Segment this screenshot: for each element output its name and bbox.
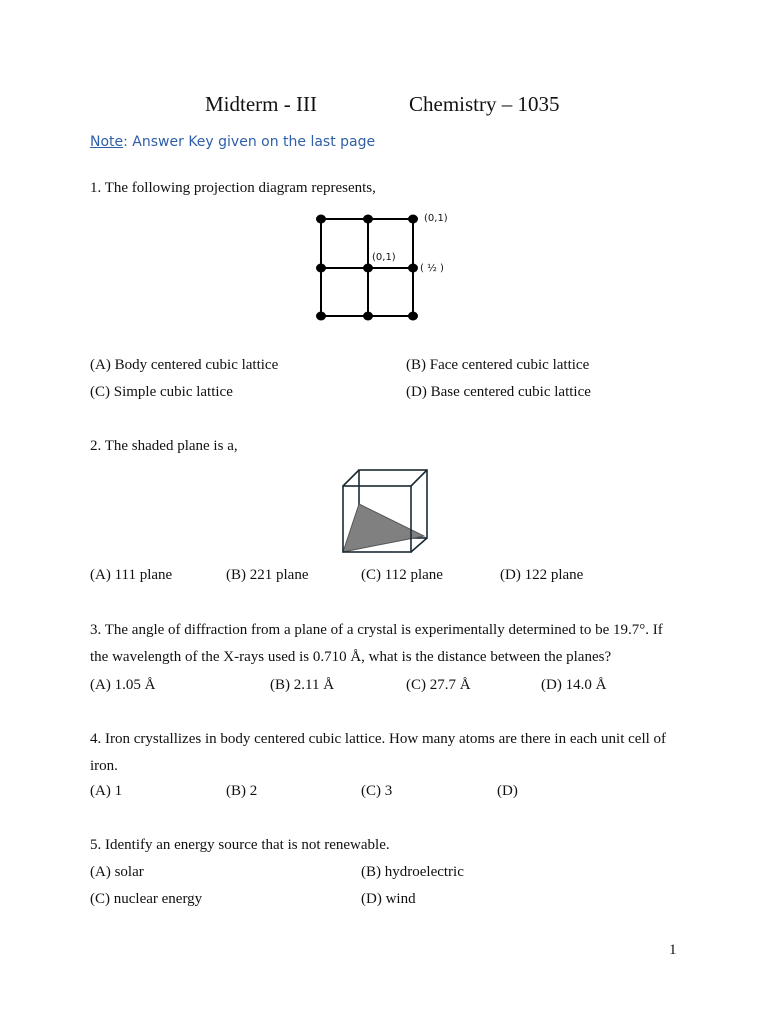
question-4-text-line1: 4. Iron crystallizes in body centered cubic lattice. How many atoms are there in each unit cell of: [90, 731, 667, 747]
lattice-point: [363, 215, 373, 224]
q1-option-b: (B) Face centered cubic lattice: [406, 357, 590, 373]
course-title: Chemistry – 1035: [409, 92, 560, 116]
q3-option-a: (A) 1.05 Å: [90, 677, 156, 693]
q5-option-a: (A) solar: [90, 864, 144, 880]
question-2-text: 2. The shaded plane is a,: [90, 438, 238, 454]
q5-option-d: (D) wind: [361, 891, 416, 907]
q1-option-d: (D) Base centered cubic lattice: [406, 384, 591, 400]
answer-key-note: [90, 134, 375, 150]
q3-option-d: (D) 14.0 Å: [541, 677, 607, 693]
projection-diagram: [305, 205, 465, 325]
question-5-text: 5. Identify an energy source that is not renewable.: [90, 837, 390, 853]
lattice-point: [408, 264, 418, 273]
q4-option-a: (A) 1: [90, 783, 123, 799]
page-number: 1: [669, 942, 677, 958]
q3-option-c: (C) 27.7 Å: [406, 677, 471, 693]
q2-option-c: (C) 112 plane: [361, 567, 443, 583]
q5-option-b: (B) hydroelectric: [361, 864, 464, 880]
q3-option-b: (B) 2.11 Å: [270, 677, 335, 693]
note-text: : Answer Key given on the last page: [123, 134, 376, 150]
lattice-point: [363, 312, 373, 321]
question-3-text-line2: the wavelength of the X-rays used is 0.710 Å, what is the distance between the planes?: [90, 649, 612, 665]
q4-option-c: (C) 3: [361, 783, 393, 799]
q1-option-a: (A) Body centered cubic lattice: [90, 357, 279, 373]
lattice-point: [363, 264, 373, 273]
q4-option-d: (D): [497, 783, 518, 799]
diagram-label-half: ( ½ ): [420, 263, 444, 274]
exam-title: Midterm - III: [205, 92, 317, 116]
lattice-point: [316, 312, 326, 321]
q5-option-c: (C) nuclear energy: [90, 891, 203, 907]
diagram-label-center: (0,1): [372, 252, 396, 263]
lattice-point: [316, 215, 326, 224]
shaded-plane: [343, 504, 424, 552]
q4-option-b: (B) 2: [226, 783, 258, 799]
note-label: Note: [90, 134, 124, 150]
lattice-point: [316, 264, 326, 273]
q2-option-d: (D) 122 plane: [500, 567, 584, 583]
q2-option-a: (A) 111 plane: [90, 567, 173, 583]
q1-option-c: (C) Simple cubic lattice: [90, 384, 233, 400]
lattice-point: [408, 312, 418, 321]
cube-plane-diagram: [338, 466, 438, 558]
question-3-text-line1: 3. The angle of diffraction from a plane of a crystal is experimentally determined to be 19.7°. If: [90, 622, 663, 638]
q2-option-b: (B) 221 plane: [226, 567, 309, 583]
diagram-label-top-right: (0,1): [424, 213, 448, 224]
question-1-text: 1. The following projection diagram represents,: [90, 180, 376, 196]
lattice-point: [408, 215, 418, 224]
question-4-text-line2: iron.: [90, 758, 118, 774]
